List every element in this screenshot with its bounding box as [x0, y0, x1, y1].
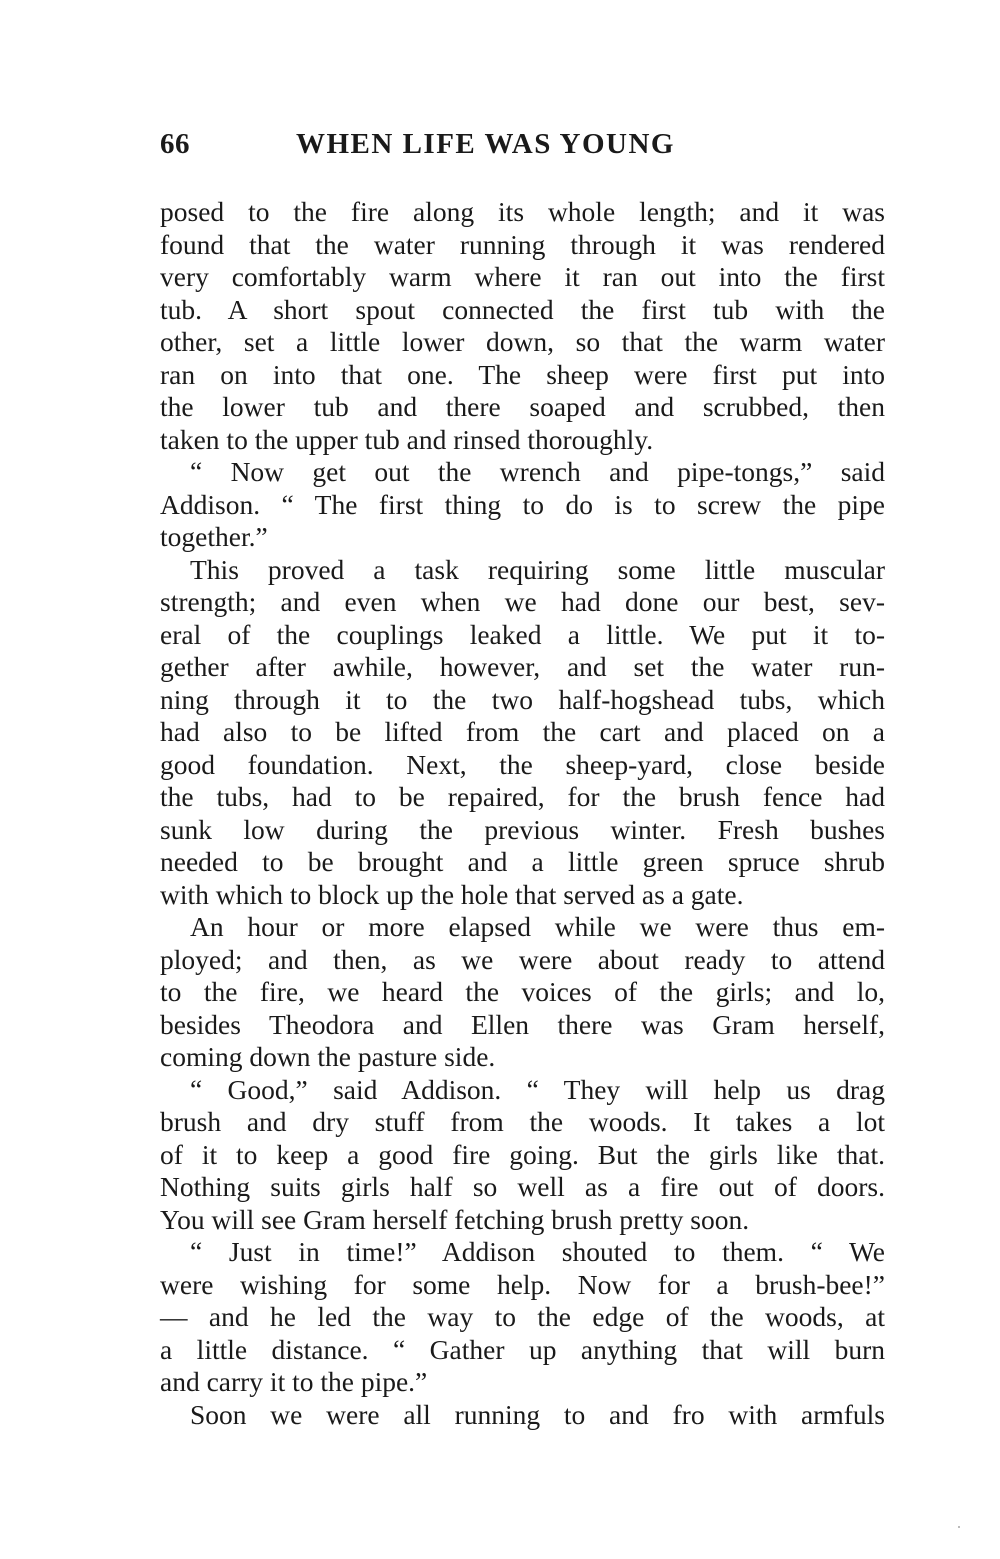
running-head	[160, 128, 885, 168]
text-line: “ Just in time!” Addison shouted to them. “ We	[190, 1236, 885, 1267]
text-line: ran on into that one. The sheep were first put into	[160, 358, 885, 390]
text-line: brush and dry stuff from the woods. It takes a lot	[160, 1106, 885, 1137]
text-line: gether after awhile, however, and set the water run-	[160, 651, 885, 682]
text-line: Addison. “ The first thing to do is to screw the pipe	[160, 488, 885, 520]
running-title: WHEN LIFE WAS YOUNG	[296, 128, 675, 160]
text-line: to the fire, we heard the voices of the girls; and lo,	[160, 976, 885, 1007]
text-line: other, set a little lower down, so that the warm water	[160, 326, 885, 357]
text-line: with which to block up the hole that served as a gate.	[160, 878, 744, 910]
text-line: needed to be brought and a little green spruce shrub	[160, 846, 885, 877]
text-line: ployed; and then, as we were about ready to attend	[160, 943, 885, 975]
text-line: tub. A short spout connected the first tub with the	[160, 293, 885, 325]
text-line: together.”	[160, 521, 268, 552]
text-line: — and he led the way to the edge of the woods, at	[160, 1301, 885, 1332]
text-line: the lower tub and there soaped and scrubbed, then	[160, 391, 885, 422]
paper-speck	[958, 1526, 960, 1528]
text-line: very comfortably warm where it ran out into the first	[160, 261, 885, 292]
page-number: 66	[160, 128, 190, 160]
text-line: had also to be lifted from the cart and placed on a	[160, 716, 885, 747]
text-line: This proved a task requiring some little muscular	[190, 553, 885, 585]
body-text	[160, 196, 885, 1431]
text-line: eral of the couplings leaked a little. We put it to-	[160, 618, 885, 650]
text-line: a little distance. “ Gather up anything that will burn	[160, 1333, 885, 1365]
text-line: good foundation. Next, the sheep-yard, close beside	[160, 748, 885, 780]
text-line: Soon we were all running to and fro with armfuls	[190, 1398, 885, 1430]
text-line: were wishing for some help. Now for a brush-bee!”	[160, 1268, 885, 1300]
text-line: coming down the pasture side.	[160, 1041, 496, 1072]
text-line: posed to the fire along its whole length; and it was	[160, 196, 885, 227]
text-line: besides Theodora and Ellen there was Gram herself,	[160, 1008, 885, 1040]
text-line: taken to the upper tub and rinsed thoroughly.	[160, 423, 654, 455]
text-line: An hour or more elapsed while we were thus em-	[190, 911, 885, 942]
text-line: “ Good,” said Addison. “ They will help us drag	[190, 1073, 885, 1105]
text-line: the tubs, had to be repaired, for the brush fence had	[160, 781, 885, 812]
text-line: You will see Gram herself fetching brush pretty soon.	[160, 1203, 750, 1235]
text-line: and carry it to the pipe.”	[160, 1366, 428, 1397]
text-line: “ Now get out the wrench and pipe-tongs,” said	[190, 456, 885, 487]
text-line: sunk low during the previous winter. Fresh bushes	[160, 813, 885, 845]
text-line: found that the water running through it was rendered	[160, 228, 885, 260]
text-line: Nothing suits girls half so well as a fire out of doors.	[160, 1171, 885, 1202]
text-line: strength; and even when we had done our best, sev-	[160, 586, 885, 617]
text-line: of it to keep a good fire going. But the girls like that.	[160, 1138, 885, 1170]
text-line: ning through it to the two half-hogshead tubs, which	[160, 683, 885, 715]
